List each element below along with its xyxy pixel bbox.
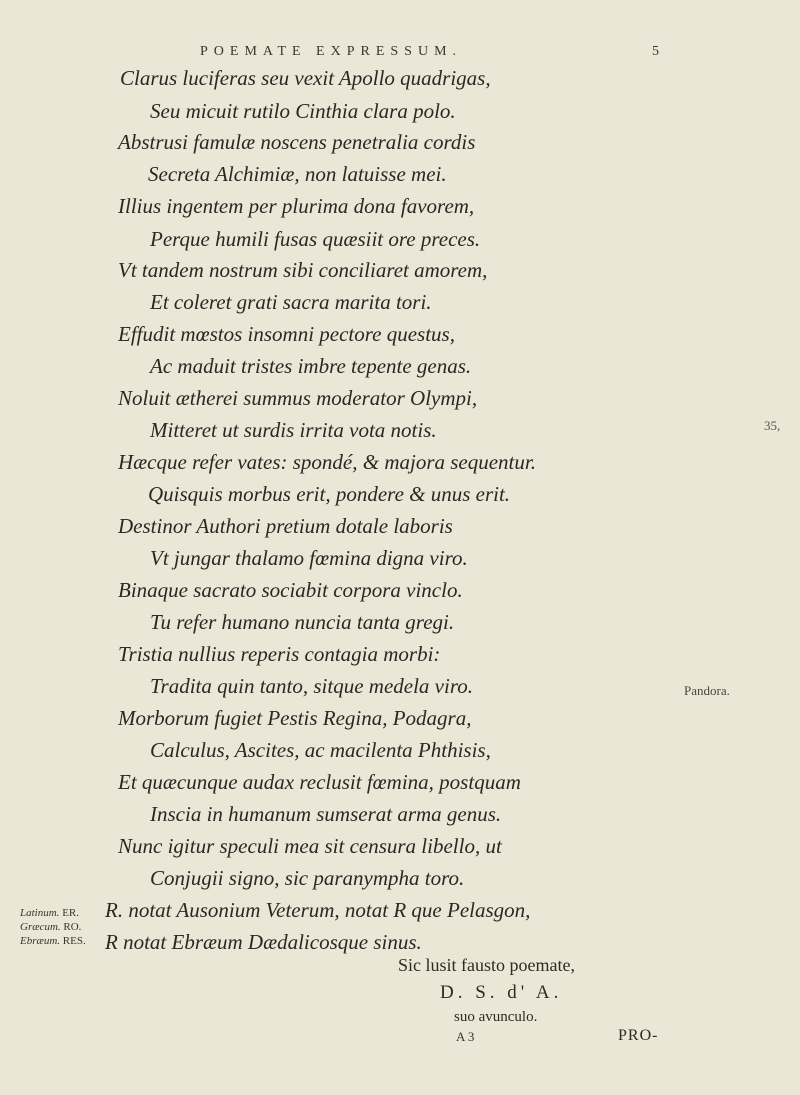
poem-line: R. notat Ausonium Veterum, notat R que Pelasgon,: [105, 898, 531, 922]
margin-note-pandora: Pandora.: [684, 683, 730, 698]
poem-line: Calculus, Ascites, ac macilenta Phthisis,: [150, 738, 491, 762]
page-number: 5: [652, 44, 659, 59]
key-hebrew: Ebræum. RES.: [20, 935, 86, 947]
dedication-initials: D. S. d' A.: [440, 982, 563, 1003]
dedication-line: Sic lusit fausto poemate,: [398, 955, 575, 975]
poem-line: Noluit ætherei summus moderator Olympi,: [118, 386, 478, 410]
key-greek: Græcum. RO.: [20, 921, 82, 933]
poem-line: Illius ingentem per plurima dona favorem,: [118, 194, 475, 218]
poem-line: Destinor Authori pretium dotale laboris: [118, 514, 453, 538]
poem-line: Inscia in humanum sumserat arma genus.: [150, 802, 502, 826]
poem-line: Mitteret ut surdis irrita vota notis.: [150, 418, 437, 442]
catchword: PRO-: [618, 1027, 659, 1044]
poem-line: Effudit mœstos insomni pectore questus,: [118, 322, 455, 346]
poem-line: Vt jungar thalamo fœmina digna viro.: [150, 546, 468, 570]
poem-line: Morborum fugiet Pestis Regina, Podagra,: [118, 706, 472, 730]
poem-line: Tradita quin tanto, sitque medela viro.: [150, 674, 473, 698]
poem-line: Clarus luciferas seu vexit Apollo quadrigas,: [120, 66, 491, 90]
running-title: POEMATE EXPRESSUM.: [200, 44, 463, 59]
poem-line: Conjugii signo, sic paranympha toro.: [150, 866, 465, 890]
poem-line: Tu refer humano nuncia tanta gregi.: [150, 610, 455, 634]
poem-line: Nunc igitur speculi mea sit censura libello, ut: [118, 834, 502, 858]
poem-line: Vt tandem nostrum sibi conciliaret amorem,: [118, 258, 488, 282]
key-latin: Latinum. ER.: [20, 907, 79, 919]
poem-line: Binaque sacrato sociabit corpora vinclo.: [118, 578, 463, 602]
poem-line: Secreta Alchimiæ, non latuisse mei.: [148, 162, 447, 186]
signature-mark: A 3: [456, 1029, 475, 1044]
poem-line: Ac maduit tristes imbre tepente genas.: [150, 354, 472, 378]
poem-line: R notat Ebræum Dædalicosque sinus.: [105, 930, 422, 954]
dedication-line: suo avunculo.: [454, 1009, 538, 1025]
poem-line: Abstrusi famulæ noscens penetralia cordis: [118, 130, 476, 154]
margin-line-number: 35,: [764, 418, 781, 433]
poem-line: Tristia nullius reperis contagia morbi:: [118, 642, 441, 666]
poem-line: Quisquis morbus erit, pondere & unus erit.: [148, 482, 511, 506]
poem-line: Et quæcunque audax reclusit fœmina, postquam: [118, 770, 521, 794]
poem-line: Perque humili fusas quæsiit ore preces.: [150, 227, 481, 251]
poem-line: Et coleret grati sacra marita tori.: [150, 290, 432, 314]
poem-line: Hæcque refer vates: spondé, & majora sequentur.: [118, 450, 536, 474]
poem-line: Seu micuit rutilo Cinthia clara polo.: [150, 99, 456, 123]
